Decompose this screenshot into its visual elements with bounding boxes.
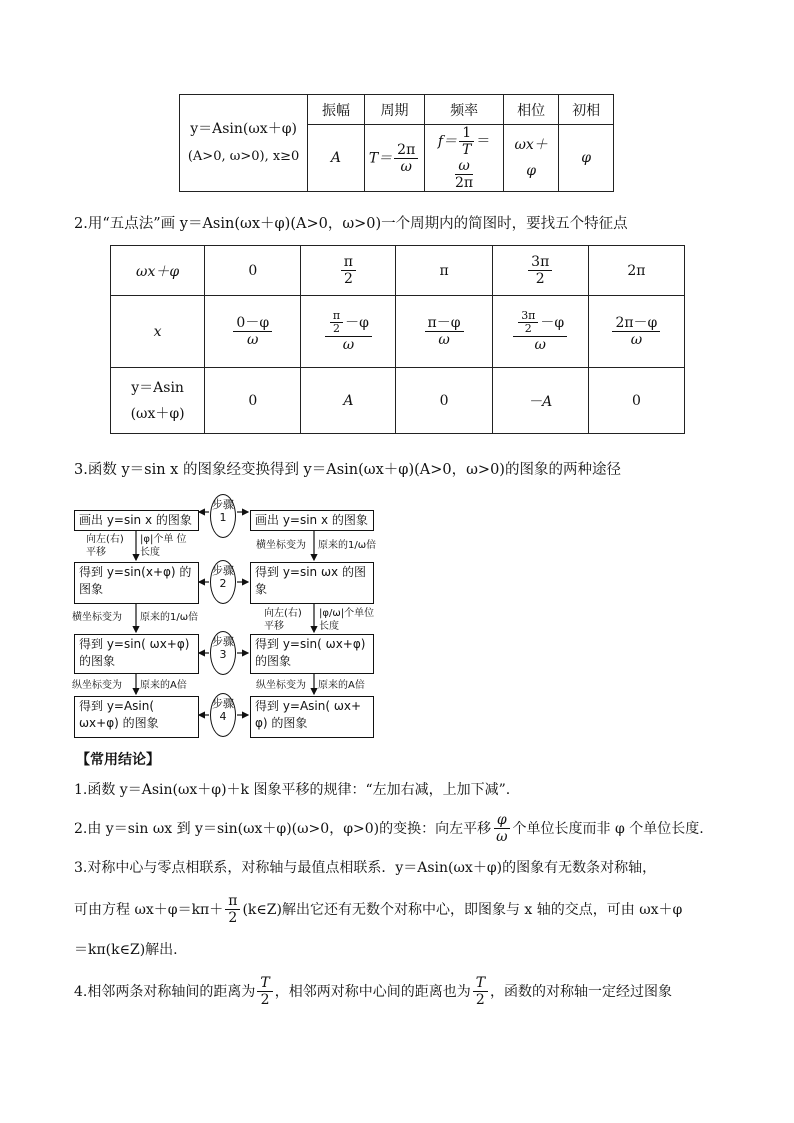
right-box-1: 画出 y=sin x 的图象 [250,510,374,531]
x-point-2: $\frac{\pi}{2}$ －φ ω [301,296,396,368]
phase-point-2: $\frac{\pi}{2}$ [301,246,396,296]
phase-point-4: $\frac{3\pi}{2}$ [492,246,588,296]
header-amplitude: 振幅 [308,95,365,125]
conclusion-1: 1.函数 y＝Asin(ωx＋φ)＋k 图象平移的规律：“左加右减，上加下减”. [74,782,511,798]
phase-point-3: π [396,246,492,296]
five-point-table [110,245,685,434]
section3-heading: 3.函数 y＝sin x 的图象经变换得到 y＝Asin(ωx＋φ)(A>0，ω>0)的图象的两种途径 [74,462,621,478]
transformation-flowchart [70,494,380,740]
right-label-shift: 向左(右) 平移 [264,608,302,632]
right-label-shift-amount: |φ/ω|个单位 长度 [319,608,375,632]
function-formula: y＝Asin(ωx＋φ) [190,121,297,138]
right-box-2: 得到 y=sin ωx 的图象 [250,562,374,604]
phase-point-5: 2π [588,246,684,296]
conclusions-heading: 【常用结论】 [76,752,160,768]
step-2-badge: 步骤2 [210,560,236,604]
frequency-value: f＝ $\frac{1}{T}$ ＝ $\frac{\omega}{2\pi}$ [425,125,503,192]
x-point-4: $\frac{3\pi}{2}$ －φ ω [492,296,588,368]
function-definition-cell [180,95,308,192]
right-label-vertical-factor: 原来的A倍 [318,680,365,691]
left-label-horizontal-factor: 原来的1/ω倍 [140,612,199,623]
header-period: 周期 [364,95,425,125]
left-label-shift: 向左(右) 平移 [86,534,124,558]
step-4-badge: 步骤4 [210,693,236,737]
row-label-phase: ωx＋φ [111,246,205,296]
conclusion-3-line2: 可由方程 ωx＋φ＝kπ＋ $\frac{\pi}{2}$ (k∈Z)解出它还有无数个对称中心，即图象与 x 轴的交点，可由 ωx＋φ [74,893,683,927]
y-point-4: －A [492,368,588,434]
left-box-3: 得到 y=sin( ωx+φ) 的图象 [74,634,199,674]
row-label-x: x [111,296,205,368]
right-label-horizontal: 横坐标变为 [256,540,306,551]
header-phase: 相位 [503,95,559,125]
step-3-badge: 步骤3 [210,631,236,675]
y-point-1: 0 [205,368,301,434]
y-point-2: A [301,368,396,434]
right-box-4: 得到 y=Asin( ωx+ φ) 的图象 [250,696,374,738]
right-label-vertical: 纵坐标变为 [256,680,306,691]
sinusoid-parameter-table [179,94,614,192]
left-box-2: 得到 y=sin(x+φ) 的图象 [74,562,199,604]
conclusion-2: 2.由 y＝sin ωx 到 y＝sin(ωx＋φ)(ω>0，φ>0)的变换：向左平移 $\frac{\varphi}{\omega}$ 个单位长度而非 φ 个单位长度. [74,812,704,846]
header-frequency: 频率 [425,95,503,125]
step-1-badge: 步骤1 [210,494,236,538]
conclusion-3-line1: 3.对称中心与零点相联系，对称轴与最值点相联系．y＝Asin(ωx＋φ)的图象有无数条对称轴， [74,860,657,876]
initial-phase-value: φ [559,125,614,192]
c2-fraction: $\frac{\varphi}{\omega}$ [493,812,510,845]
left-label-vertical: 纵坐标变为 [72,680,122,691]
amplitude-value: A [308,125,365,192]
section2-heading: 2.用“五点法”画 y＝Asin(ωx＋φ)(A>0，ω>0)一个周期内的简图时，要找五个特征点 [74,216,628,232]
conclusion-4: 4.相邻两条对称轴间的距离为 $\frac{T}{2}$ ，相邻两对称中心间的距离也为 $\frac{T}{2}$ ，函数的对称轴一定经过图象 [74,975,673,1009]
header-initial-phase: 初相 [559,95,614,125]
left-label-horizontal: 横坐标变为 [72,612,122,623]
right-label-horizontal-factor: 原来的1/ω倍 [318,540,377,551]
x-point-5: $\frac{2\pi-\varphi}{\omega}$ [588,296,684,368]
phase-value: ωx＋ φ [503,125,559,192]
y-point-3: 0 [396,368,492,434]
left-label-vertical-factor: 原来的A倍 [140,680,187,691]
x-point-1: $\frac{0-\varphi}{\omega}$ [205,296,301,368]
row-label-y: y＝Asin (ωx＋φ) [111,368,205,434]
left-box-4: 得到 y=Asin( ωx+φ) 的图象 [74,696,199,738]
left-label-shift-amount: |φ|个单 位长度 [140,534,187,558]
x-point-3: $\frac{\pi-\varphi}{\omega}$ [396,296,492,368]
right-box-3: 得到 y=sin( ωx+φ) 的图象 [250,634,374,674]
phase-point-1: 0 [205,246,301,296]
left-box-1: 画出 y=sin x 的图象 [74,510,199,531]
y-point-5: 0 [588,368,684,434]
conclusion-3-line3: ＝kπ(k∈Z)解出. [74,942,178,958]
period-value: T＝ $\frac{2\pi}{\omega}$ [364,125,425,192]
function-constraints: (A>0, ω>0), x≥0 [187,149,300,165]
